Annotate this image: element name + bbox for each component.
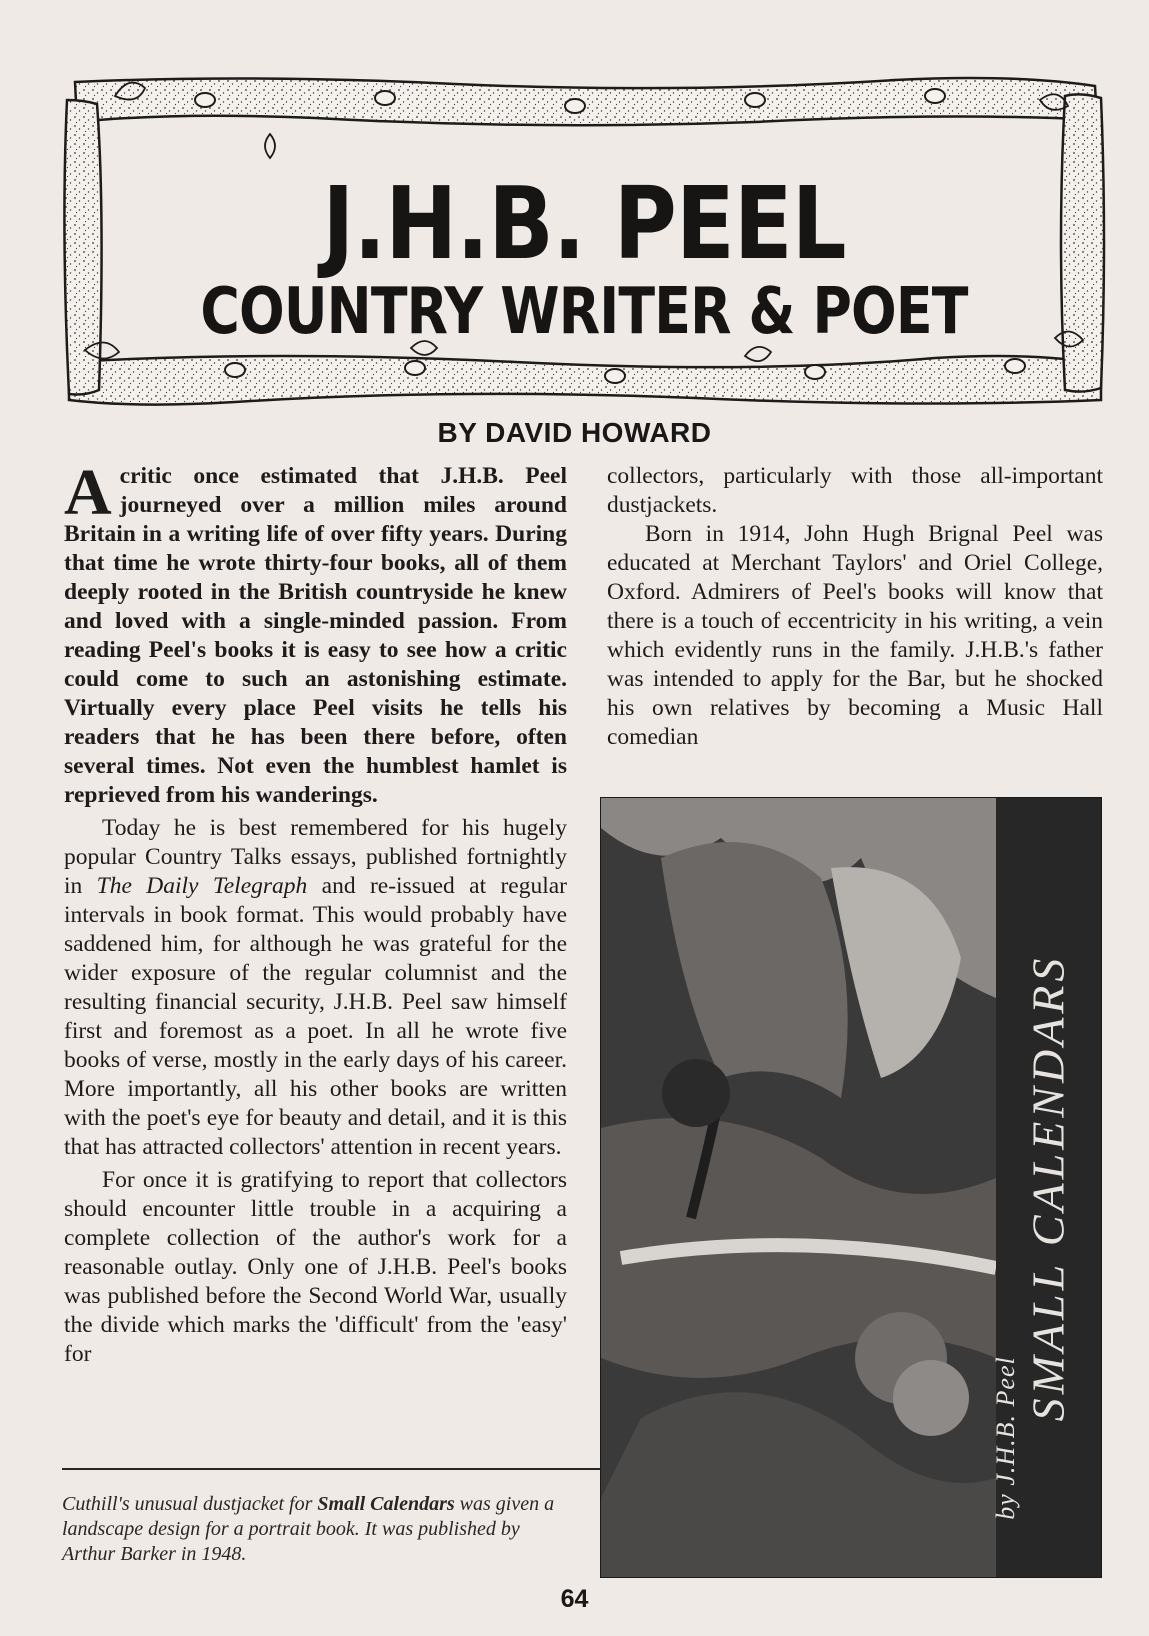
caption-rule bbox=[62, 1468, 602, 1470]
subheadline: COUNTRY WRITER & POET bbox=[200, 275, 968, 349]
lead-paragraph bbox=[64, 456, 567, 810]
right-paragraph-1: collectors, particularly with those all-important dustjackets. bbox=[607, 463, 1103, 518]
byline: BY DAVID HOWARD bbox=[437, 417, 712, 448]
headline: J.H.B. PEEL bbox=[322, 165, 846, 282]
caption-text-a: Cuthill's unusual dustjacket for bbox=[62, 1493, 318, 1515]
newspaper-title: The Daily Telegraph bbox=[96, 873, 308, 899]
photo-caption bbox=[62, 1492, 572, 1567]
right-paragraph-2: Born in 1914, John Hugh Brignal Peel was educated at Merchant Taylors' and Oriel College, Oxford. Admirers of Peel's books will know that there is a touch of eccentricity in his writing, a vein which evidently runs in the family. J.H.B.'s father was intended to apply for the Bar, but he shocked his own relatives by becoming a Music Hall comedian bbox=[607, 521, 1103, 750]
paragraph-2 bbox=[64, 814, 567, 1162]
article-column-right bbox=[607, 462, 1103, 752]
drop-cap: A bbox=[64, 456, 112, 529]
lead-text: critic once estimated that J.H.B. Peel journeyed over a million miles around Britain in a writing life of over fifty years. During that time he wrote thirty-four books, all of them deeply rooted in the British countryside he knew and loved with a single-minded passion. From reading Peel's books it is easy to see how a critic could come to such an astonishing estimate. Virtually every place Peel visits he tells his readers that he has been there before, often several times. Not even the humblest hamlet is reprieved from his wanderings. bbox=[64, 463, 567, 808]
book-spine bbox=[991, 798, 1101, 1577]
paragraph-3: For once it is gratifying to report that collectors should encounter little trouble in a acquiring a complete collection of the author's work for a reasonable outlay. Only one of J.H.B. Peel's books was published before the Second World War, usually the divide which marks the 'difficult' from the 'easy' for bbox=[64, 1167, 567, 1367]
page-number: 64 bbox=[560, 1585, 589, 1613]
dustjacket-photo bbox=[600, 797, 1102, 1578]
paragraph-2-text-a: Today he is best remembered for his hugely popular Country Talks essays, published fortnightly in bbox=[64, 815, 567, 899]
paragraph-2-text-b: and re-issued at regular intervals in book format. This would probably have saddened him, for although he was grateful for the wider exposure of the regular columnist and the resulting financial security, J.H.B. Peel saw himself first and foremost as a poet. In all he wrote five books of verse, mostly in the early days of his career. More importantly, all his other books are written with the poet's eye for beauty and detail, and it is this that has attracted collectors' attention in recent years. bbox=[64, 873, 568, 1160]
article-column-left bbox=[64, 456, 568, 1369]
caption-book-title: Small Calendars bbox=[317, 1493, 455, 1515]
caption-text-b: was given a landscape design for a portrait book. It was published by Arthur Barker in 1948. bbox=[62, 1493, 555, 1565]
log-frame bbox=[55, 70, 1113, 418]
spine-title: SMALL CALENDARS bbox=[1022, 954, 1074, 1422]
spine-author: by J.H.B. Peel bbox=[991, 1356, 1020, 1520]
